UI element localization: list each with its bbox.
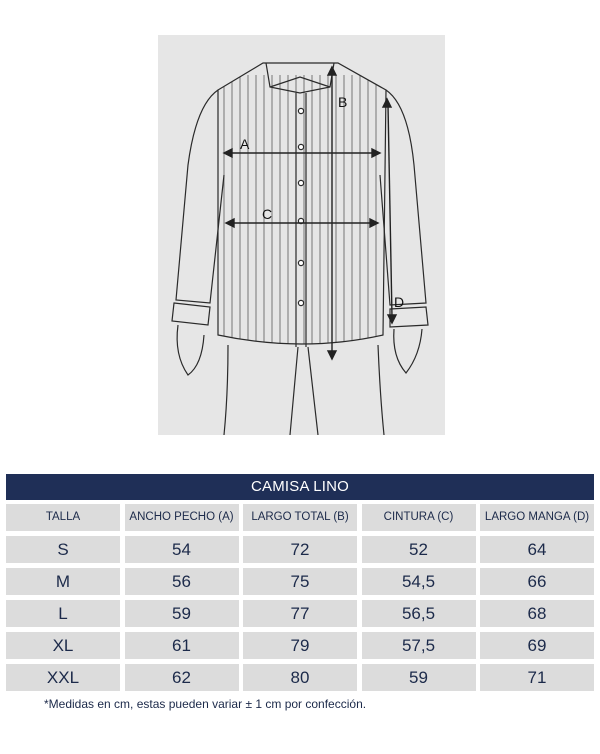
shirt-measurement-figure bbox=[158, 35, 445, 435]
table-cell: 54,5 bbox=[362, 568, 476, 595]
header-cell: CINTURA (C) bbox=[362, 504, 476, 531]
table-cell: 77 bbox=[243, 600, 357, 627]
table-cell: 72 bbox=[243, 536, 357, 563]
table-cell: 59 bbox=[362, 664, 476, 691]
header-cell: TALLA bbox=[6, 504, 120, 531]
table-cell: 61 bbox=[125, 632, 239, 659]
table-cell: 59 bbox=[125, 600, 239, 627]
header-cell: LARGO MANGA (D) bbox=[480, 504, 594, 531]
footnote: *Medidas en cm, estas pueden variar ± 1 cm por confección. bbox=[44, 697, 367, 711]
table-cell: S bbox=[6, 536, 120, 563]
table-cell: L bbox=[6, 600, 120, 627]
label-c: C bbox=[262, 206, 273, 222]
shirt-drawing bbox=[158, 35, 445, 435]
table-title: CAMISA LINO bbox=[6, 474, 594, 500]
table-cell: 52 bbox=[362, 536, 476, 563]
size-table bbox=[6, 504, 594, 691]
table-cell: 68 bbox=[480, 600, 594, 627]
table-cell: 79 bbox=[243, 632, 357, 659]
table-cell: 66 bbox=[480, 568, 594, 595]
table-cell: 56,5 bbox=[362, 600, 476, 627]
table-cell: 69 bbox=[480, 632, 594, 659]
table-cell: 71 bbox=[480, 664, 594, 691]
table-cell: 56 bbox=[125, 568, 239, 595]
header-cell: ANCHO PECHO (A) bbox=[125, 504, 239, 531]
label-d: D bbox=[394, 294, 405, 310]
header-cell: LARGO TOTAL (B) bbox=[243, 504, 357, 531]
table-cell: 75 bbox=[243, 568, 357, 595]
table-cell: M bbox=[6, 568, 120, 595]
table-cell: 62 bbox=[125, 664, 239, 691]
table-cell: XL bbox=[6, 632, 120, 659]
table-cell: 64 bbox=[480, 536, 594, 563]
table-cell: 57,5 bbox=[362, 632, 476, 659]
label-b: B bbox=[338, 94, 348, 110]
label-a: A bbox=[240, 136, 250, 152]
table-cell: 80 bbox=[243, 664, 357, 691]
table-cell: 54 bbox=[125, 536, 239, 563]
table-cell: XXL bbox=[6, 664, 120, 691]
